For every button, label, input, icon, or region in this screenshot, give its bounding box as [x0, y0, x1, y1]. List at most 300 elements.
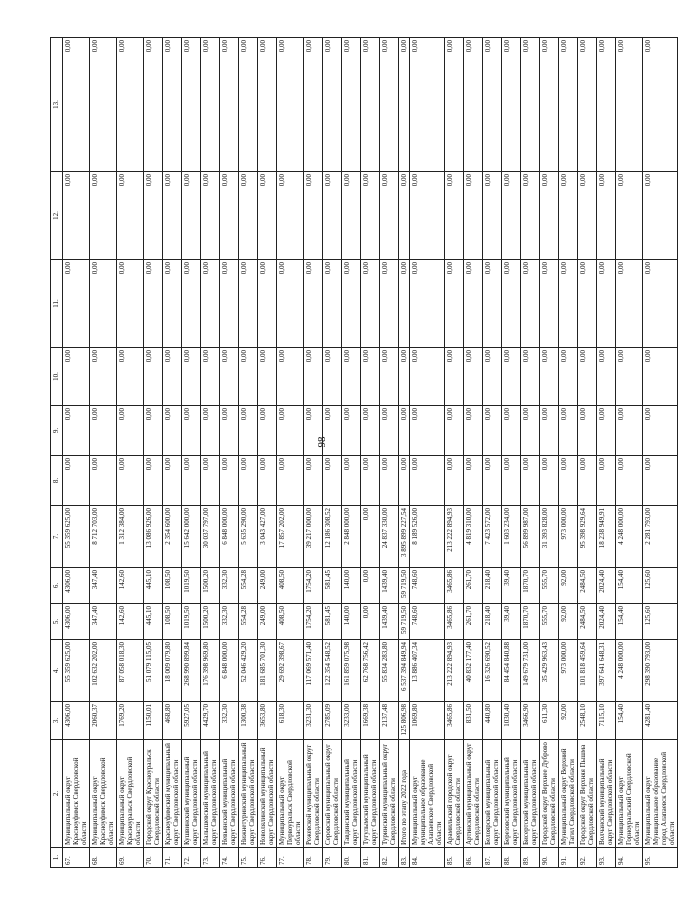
table-row [521, 38, 540, 868]
value-cell: 0,00 [90, 260, 117, 348]
rotated-table-container [50, 38, 676, 868]
value-cell: 16 326 690,52 [483, 640, 502, 702]
value-cell: 0,00 [445, 260, 464, 348]
value-cell: 29 692 398,67 [277, 640, 304, 702]
row-number: 72. [182, 848, 201, 868]
value-cell: 0,00 [597, 406, 616, 456]
municipality-name: Серовский муниципальный округ Свердловской области [323, 740, 342, 848]
value-cell: 140,00 [342, 604, 361, 640]
value-cell: 3 043 427,00 [258, 506, 277, 568]
value-cell: 39 217 000,00 [304, 506, 323, 568]
value-cell: 2785,09 [323, 702, 342, 740]
value-cell: 0,00 [559, 38, 578, 172]
value-cell: 0,00 [380, 172, 399, 260]
value-cell: 0,00 [144, 38, 163, 172]
row-number: 87. [483, 848, 502, 868]
value-cell: 149 679 731,00 [521, 640, 540, 702]
value-cell: 140,00 [342, 568, 361, 604]
value-cell: 1439,40 [380, 604, 399, 640]
value-cell: 7 423 572,00 [483, 506, 502, 568]
value-cell: 445,10 [144, 604, 163, 640]
row-number: 91. [559, 848, 578, 868]
value-cell: 62 768 756,42 [361, 640, 380, 702]
column-header: 4. [51, 640, 63, 702]
municipality-name: Нижнетуринский муниципальный округ Свердловской области [239, 740, 258, 848]
value-cell: 618,30 [277, 702, 304, 740]
value-cell: 0,00 [521, 456, 540, 506]
table-row [380, 38, 399, 868]
value-cell: 3465,86 [445, 702, 464, 740]
data-table [50, 37, 678, 868]
value-cell: 973 000,00 [559, 640, 578, 702]
value-cell: 1 312 384,00 [117, 506, 144, 568]
value-cell: 0,00 [483, 172, 502, 260]
value-cell: 15 642 000,00 [182, 506, 201, 568]
value-cell: 2484,50 [578, 568, 597, 604]
value-cell: 261,70 [464, 568, 483, 604]
value-cell: 6 848 000,00 [220, 506, 239, 568]
value-cell: 1069,80 [410, 702, 445, 740]
value-cell: 0,00 [63, 260, 90, 348]
value-cell: 0,00 [399, 456, 410, 506]
column-header: 13. [51, 38, 63, 172]
value-cell: 0,00 [540, 38, 559, 172]
value-cell: 1500,20 [201, 604, 220, 640]
table-row [220, 38, 239, 868]
municipality-name: Муниципальный округ Красноуральск Свердловской области [117, 740, 144, 848]
value-cell: 0,00 [616, 456, 643, 506]
value-cell: 0,00 [220, 456, 239, 506]
value-cell: 0,00 [277, 456, 304, 506]
municipality-name: Кушвинский муниципальный округ Свердловской области [182, 740, 201, 848]
value-cell: 0,00 [380, 348, 399, 406]
value-cell: 0,00 [90, 406, 117, 456]
value-cell: 0,00 [220, 260, 239, 348]
value-cell: 154,40 [616, 702, 643, 740]
table-header-row [51, 38, 63, 868]
value-cell: 4 248 000,00 [616, 506, 643, 568]
municipality-name: Городской округ Верхняя Пышма Свердловской области [578, 740, 597, 848]
value-cell: 0,00 [616, 348, 643, 406]
value-cell: 0,00 [163, 260, 182, 348]
value-cell: 0,00 [258, 38, 277, 172]
table-row [464, 38, 483, 868]
value-cell: 2484,50 [578, 604, 597, 640]
value-cell: 0,00 [361, 260, 380, 348]
row-number: 83. [399, 848, 410, 868]
value-cell: 87 058 018,30 [117, 640, 144, 702]
value-cell: 18 238 949,91 [597, 506, 616, 568]
value-cell: 35 429 963,43 [540, 640, 559, 702]
value-cell: 0,00 [616, 406, 643, 456]
value-cell: 4 819 310,00 [464, 506, 483, 568]
value-cell: 347,40 [90, 604, 117, 640]
value-cell: 108,50 [163, 604, 182, 640]
value-cell: 0,00 [578, 38, 597, 172]
row-number: 78. [304, 848, 323, 868]
value-cell: 213 222 894,93 [445, 640, 464, 702]
value-cell: 2 354 600,00 [163, 506, 182, 568]
table-row [559, 38, 578, 868]
page-number: 98 [316, 436, 328, 448]
value-cell: 0,00 [410, 38, 445, 172]
table-row [616, 38, 643, 868]
value-cell: 1019,50 [182, 604, 201, 640]
value-cell: 31 393 828,00 [540, 506, 559, 568]
value-cell: 555,70 [540, 604, 559, 640]
value-cell: 0,00 [304, 456, 323, 506]
value-cell: 0,00 [201, 348, 220, 406]
value-cell: 1754,20 [304, 604, 323, 640]
value-cell: 261,70 [464, 604, 483, 640]
value-cell: 0,00 [597, 456, 616, 506]
value-cell: 0,00 [323, 172, 342, 260]
value-cell: 249,00 [258, 568, 277, 604]
table-row [63, 38, 90, 868]
value-cell: 0,00 [342, 172, 361, 260]
value-cell: 0,00 [483, 260, 502, 348]
value-cell: 0,00 [323, 348, 342, 406]
value-cell: 125,60 [643, 568, 678, 604]
value-cell: 0,00 [410, 172, 445, 260]
value-cell: 0,00 [597, 172, 616, 260]
row-number: 77. [277, 848, 304, 868]
value-cell: 2060,37 [90, 702, 117, 740]
value-cell: 0,00 [521, 260, 540, 348]
value-cell: 3231,30 [304, 702, 323, 740]
value-cell: 0,00 [643, 260, 678, 348]
value-cell: 0,00 [90, 38, 117, 172]
value-cell: 3465,86 [445, 604, 464, 640]
value-cell: 0,00 [182, 38, 201, 172]
row-number: 79. [323, 848, 342, 868]
value-cell: 0,00 [342, 406, 361, 456]
value-cell: 0,00 [117, 172, 144, 260]
value-cell: 0,00 [559, 172, 578, 260]
value-cell: 0,00 [521, 172, 540, 260]
value-cell: 0,00 [323, 260, 342, 348]
value-cell: 2024,40 [597, 604, 616, 640]
value-cell: 0,00 [342, 456, 361, 506]
value-cell: 1870,70 [521, 568, 540, 604]
column-header: 9. [51, 406, 63, 456]
table-row [239, 38, 258, 868]
value-cell: 0,00 [258, 260, 277, 348]
value-cell: 8 712 703,00 [90, 506, 117, 568]
table-row [597, 38, 616, 868]
value-cell: 440,80 [483, 702, 502, 740]
municipality-name: Муниципальный округ Красноуфимск Свердловской области [63, 740, 90, 848]
value-cell: 4306,00 [63, 604, 90, 640]
value-cell: 0,00 [63, 172, 90, 260]
value-cell: 445,10 [144, 568, 163, 604]
value-cell: 3233,00 [342, 702, 361, 740]
value-cell: 1019,50 [182, 568, 201, 604]
value-cell: 0,00 [144, 172, 163, 260]
value-cell: 831,50 [464, 702, 483, 740]
table-row [361, 38, 380, 868]
value-cell: 0,00 [144, 260, 163, 348]
value-cell: 0,00 [483, 38, 502, 172]
value-cell: 117 069 571,40 [304, 640, 323, 702]
table-row [323, 38, 342, 868]
table-row [117, 38, 144, 868]
value-cell: 0,00 [323, 456, 342, 506]
column-header: 10. [51, 348, 63, 406]
value-cell: 2024,40 [597, 568, 616, 604]
value-cell: 4306,00 [63, 702, 90, 740]
value-cell: 0,00 [521, 348, 540, 406]
value-cell: 0,00 [220, 172, 239, 260]
row-number: 92. [578, 848, 597, 868]
municipality-name: Муниципальный округ Горноуральский Свердловской области [616, 740, 643, 848]
value-cell: 0,00 [144, 406, 163, 456]
row-number: 80. [342, 848, 361, 868]
municipality-name: Малышевский муниципальный округ Свердловской области [201, 740, 220, 848]
value-cell: 0,00 [90, 172, 117, 260]
value-cell: 0,00 [464, 260, 483, 348]
value-cell: 0,00 [597, 38, 616, 172]
table-row [182, 38, 201, 868]
value-cell: 0,00 [559, 456, 578, 506]
value-cell: 0,00 [643, 172, 678, 260]
column-header: 1. [51, 848, 63, 868]
value-cell: 0,00 [163, 348, 182, 406]
municipality-name: Муниципальный округ Муниципальное образование город Алапаевск Свердловской области [643, 740, 678, 848]
value-cell: 0,00 [380, 38, 399, 172]
value-cell: 748,60 [410, 604, 445, 640]
value-cell: 0,00 [220, 348, 239, 406]
value-cell: 0,00 [616, 38, 643, 172]
municipality-name: Городской округ Верхнее Дуброво Свердловской области [540, 740, 559, 848]
value-cell: 0,00 [399, 260, 410, 348]
value-cell: 13 086 926,00 [144, 506, 163, 568]
value-cell: 0,00 [399, 406, 410, 456]
row-number: 81. [361, 848, 380, 868]
value-cell: 0,00 [540, 260, 559, 348]
value-cell: 332,30 [220, 702, 239, 740]
column-header: 12. [51, 172, 63, 260]
value-cell: 0,00 [323, 406, 342, 456]
value-cell: 0,00 [239, 38, 258, 172]
value-cell: 0,00 [117, 38, 144, 172]
value-cell: 0,00 [616, 260, 643, 348]
value-cell: 59 719,50 [399, 604, 410, 640]
value-cell: 0,00 [90, 348, 117, 406]
value-cell: 0,00 [361, 348, 380, 406]
row-number: 67. [63, 848, 90, 868]
value-cell: 0,00 [63, 348, 90, 406]
table-row [342, 38, 361, 868]
value-cell: 5927,05 [182, 702, 201, 740]
value-cell: 0,00 [483, 456, 502, 506]
value-cell: 55 359 625,00 [63, 640, 90, 702]
value-cell: 0,00 [578, 456, 597, 506]
value-cell: 0,00 [277, 348, 304, 406]
value-cell: 218,40 [483, 568, 502, 604]
municipality-name: Муниципальный округ Красноуфимск Свердловской области [90, 740, 117, 848]
value-cell: 1030,40 [502, 702, 521, 740]
table-row [445, 38, 464, 868]
value-cell: 0,00 [63, 406, 90, 456]
value-cell: 0,00 [616, 172, 643, 260]
value-cell: 108,50 [163, 568, 182, 604]
value-cell: 0,00 [559, 260, 578, 348]
value-cell: 13 886 407,34 [410, 640, 445, 702]
table-row [410, 38, 445, 868]
value-cell: 0,00 [258, 456, 277, 506]
value-cell: 4 248 000,00 [616, 640, 643, 702]
value-cell: 3466,90 [521, 702, 540, 740]
table-row [90, 38, 117, 868]
value-cell: 3653,80 [258, 702, 277, 740]
value-cell: 0,00 [559, 406, 578, 456]
column-header: 8. [51, 456, 63, 506]
municipality-name: Артинский муниципальный округ Свердловской области [464, 740, 483, 848]
municipality-name: Белоярский муниципальный округ Свердловской области [483, 740, 502, 848]
value-cell: 0,00 [239, 406, 258, 456]
value-cell: 0,00 [277, 406, 304, 456]
municipality-name: Арамильский городской округ Свердловской области [445, 740, 464, 848]
value-cell: 56 899 987,00 [521, 506, 540, 568]
value-cell: 0,00 [410, 456, 445, 506]
table-row [277, 38, 304, 868]
value-cell: 52 046 429,20 [239, 640, 258, 702]
value-cell: 0,00 [163, 38, 182, 172]
table-body [63, 38, 678, 868]
value-cell: 1 603 234,00 [502, 506, 521, 568]
row-number: 76. [258, 848, 277, 868]
value-cell: 0,00 [540, 348, 559, 406]
value-cell: 0,00 [277, 172, 304, 260]
value-cell: 59 719,50 [399, 568, 410, 604]
value-cell: 581,45 [323, 604, 342, 640]
value-cell: 0,00 [502, 456, 521, 506]
row-number: 70. [144, 848, 163, 868]
value-cell: 0,00 [258, 348, 277, 406]
table-row [578, 38, 597, 868]
value-cell: 0,00 [445, 456, 464, 506]
row-number: 71. [163, 848, 182, 868]
value-cell: 0,00 [361, 456, 380, 506]
value-cell: 3465,86 [445, 568, 464, 604]
value-cell: 24 837 330,00 [380, 506, 399, 568]
value-cell: 0,00 [559, 348, 578, 406]
value-cell: 1500,20 [201, 568, 220, 604]
value-cell: 0,00 [597, 260, 616, 348]
row-number: 74. [220, 848, 239, 868]
value-cell: 397 641 648,31 [597, 640, 616, 702]
column-header: 3. [51, 702, 63, 740]
value-cell: 5 635 290,00 [239, 506, 258, 568]
value-cell: 0,00 [277, 38, 304, 172]
value-cell: 555,70 [540, 568, 559, 604]
table-row [163, 38, 182, 868]
value-cell: 0,00 [304, 172, 323, 260]
value-cell: 142,60 [117, 604, 144, 640]
value-cell: 0,00 [502, 38, 521, 172]
value-cell: 581,45 [323, 568, 342, 604]
value-cell: 1769,20 [117, 702, 144, 740]
value-cell: 0,00 [464, 38, 483, 172]
value-cell: 0,00 [220, 406, 239, 456]
value-cell: 95 398 929,64 [578, 506, 597, 568]
value-cell: 0,00 [399, 348, 410, 406]
value-cell: 55 834 283,80 [380, 640, 399, 702]
value-cell: 0,00 [63, 456, 90, 506]
value-cell: 0,00 [483, 406, 502, 456]
value-cell: 218,40 [483, 604, 502, 640]
value-cell: 0,00 [258, 406, 277, 456]
value-cell: 0,00 [445, 38, 464, 172]
row-number: 90. [540, 848, 559, 868]
value-cell: 0,00 [239, 348, 258, 406]
value-cell: 0,00 [361, 172, 380, 260]
row-number: 88. [502, 848, 521, 868]
value-cell: 0,00 [90, 456, 117, 506]
value-cell: 1150,01 [144, 702, 163, 740]
value-cell: 0,00 [643, 348, 678, 406]
value-cell: 0,00 [304, 38, 323, 172]
municipality-name: Итого по этапу 2022 года [399, 740, 410, 848]
value-cell: 0,00 [361, 406, 380, 456]
value-cell: 408,50 [277, 568, 304, 604]
value-cell: 0,00 [201, 172, 220, 260]
value-cell: 0,00 [117, 456, 144, 506]
value-cell: 0,00 [445, 172, 464, 260]
value-cell: 17 857 202,00 [277, 506, 304, 568]
value-cell: 0,00 [239, 172, 258, 260]
value-cell: 0,00 [304, 406, 323, 456]
value-cell: 0,00 [540, 456, 559, 506]
value-cell: 0,00 [201, 406, 220, 456]
value-cell: 0,00 [464, 406, 483, 456]
value-cell: 30 037 797,00 [201, 506, 220, 568]
value-cell: 249,00 [258, 604, 277, 640]
table-row [483, 38, 502, 868]
value-cell: 6 537 394 849,94 [399, 640, 410, 702]
value-cell: 0,00 [163, 406, 182, 456]
value-cell: 2548,10 [578, 702, 597, 740]
value-cell: 4281,40 [643, 702, 678, 740]
value-cell: 347,40 [90, 568, 117, 604]
value-cell: 12 186 308,52 [323, 506, 342, 568]
value-cell: 0,00 [63, 38, 90, 172]
value-cell: 161 859 075,98 [342, 640, 361, 702]
value-cell: 125,60 [643, 604, 678, 640]
value-cell: 0,00 [201, 38, 220, 172]
value-cell: 0,00 [502, 406, 521, 456]
value-cell: 0,00 [342, 38, 361, 172]
column-header: 11. [51, 260, 63, 348]
value-cell: 0,00 [323, 38, 342, 172]
value-cell: 0,00 [361, 568, 380, 604]
table-row [643, 38, 678, 868]
row-number: 68. [90, 848, 117, 868]
municipality-name: Городской округ Красноуральск Свердловской области [144, 740, 163, 848]
value-cell: 0,00 [464, 172, 483, 260]
value-cell: 1300,38 [239, 702, 258, 740]
value-cell: 0,00 [144, 348, 163, 406]
value-cell: 0,00 [643, 406, 678, 456]
column-header: 7. [51, 506, 63, 568]
value-cell: 142,60 [117, 568, 144, 604]
value-cell: 0,00 [182, 456, 201, 506]
value-cell: 0,00 [643, 456, 678, 506]
value-cell: 0,00 [399, 38, 410, 172]
row-number: 89. [521, 848, 540, 868]
value-cell: 0,00 [361, 604, 380, 640]
